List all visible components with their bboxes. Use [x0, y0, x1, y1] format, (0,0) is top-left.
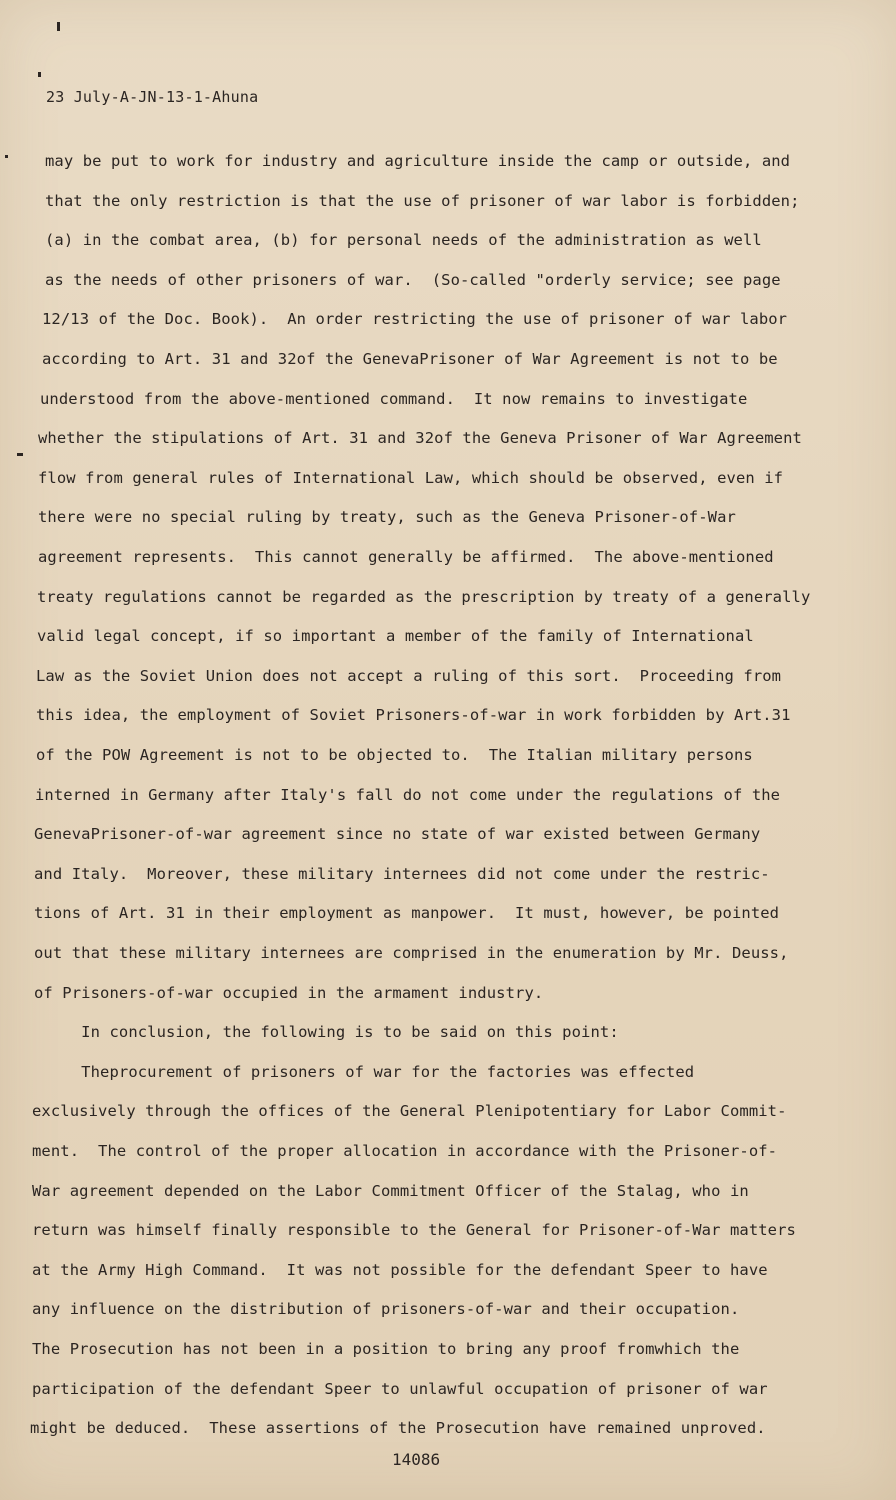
body-line: of the POW Agreement is not to be objected to. The Italian military persons — [36, 746, 753, 764]
body-line: agreement represents. This cannot generally be affirmed. The above-mentioned — [38, 548, 774, 566]
ink-dot — [5, 155, 8, 158]
body-line: treaty regulations cannot be regarded as the prescription by treaty of a generally — [37, 588, 811, 606]
page-number: 14086 — [392, 1450, 441, 1469]
body-line: The Prosecution has not been in a position to bring any proof fromwhich the — [32, 1340, 740, 1358]
body-line: ment. The control of the proper allocation in accordance with the Prisoner-of- — [32, 1142, 778, 1160]
document-header: 23 July-A-JN-13-1-Ahuna — [46, 88, 259, 106]
ink-dot — [38, 72, 41, 77]
body-line: (a) in the combat area, (b) for personal needs of the administration as well — [45, 231, 762, 249]
body-line: flow from general rules of International Law, which should be observed, even if — [38, 469, 784, 487]
body-line: that the only restriction is that the use of prisoner of war labor is forbidden; — [45, 192, 800, 210]
body-line: might be deduced. These assertions of the Prosecution have remained unproved. — [30, 1419, 766, 1437]
body-line: there were no special ruling by treaty, such as the Geneva Prisoner-of-War — [38, 508, 736, 526]
body-line: this idea, the employment of Soviet Prisoners-of-war in work forbidden by Art.31 — [36, 706, 791, 724]
body-line: War agreement depended on the Labor Commitment Officer of the Stalag, who in — [32, 1182, 749, 1200]
body-line: of Prisoners-of-war occupied in the armament industry. — [34, 984, 544, 1002]
body-line: GenevaPrisoner-of-war agreement since no state of war existed between Germany — [34, 825, 761, 843]
body-line: may be put to work for industry and agriculture inside the camp or outside, and — [45, 152, 791, 170]
body-line: according to Art. 31 and 32of the GenevaPrisoner of War Agreement is not to be — [42, 350, 778, 368]
body-line: and Italy. Moreover, these military internees did not come under the restric- — [34, 865, 770, 883]
body-line: Theprocurement of prisoners of war for the factories was effected — [34, 1063, 695, 1081]
body-line: exclusively through the offices of the General Plenipotentiary for Labor Commit- — [32, 1102, 787, 1120]
body-line: understood from the above-mentioned command. It now remains to investigate — [40, 390, 748, 408]
body-line: out that these military internees are comprised in the enumeration by Mr. Deuss, — [34, 944, 789, 962]
body-line: Law as the Soviet Union does not accept a ruling of this sort. Proceeding from — [36, 667, 782, 685]
body-line: valid legal concept, if so important a member of the family of International — [37, 627, 754, 645]
body-line: as the needs of other prisoners of war. (So-called "orderly service; see page — [45, 271, 781, 289]
body-line: 12/13 of the Doc. Book). An order restricting the use of prisoner of war labor — [42, 310, 788, 328]
body-line: whether the stipulations of Art. 31 and 32of the Geneva Prisoner of War Agreement — [38, 429, 802, 447]
body-line: any influence on the distribution of prisoners-of-war and their occupation. — [32, 1300, 740, 1318]
ink-dot — [17, 453, 23, 456]
body-line: at the Army High Command. It was not possible for the defendant Speer to have — [32, 1261, 768, 1279]
body-line: return was himself finally responsible to the General for Prisoner-of-War matters — [32, 1221, 796, 1239]
body-line: In conclusion, the following is to be said on this point: — [34, 1023, 619, 1041]
body-line: tions of Art. 31 in their employment as manpower. It must, however, be pointed — [34, 904, 780, 922]
body-line: interned in Germany after Italy's fall do not come under the regulations of the — [35, 786, 781, 804]
body-line: participation of the defendant Speer to unlawful occupation of prisoner of war — [32, 1380, 768, 1398]
punch-mark — [57, 22, 60, 31]
